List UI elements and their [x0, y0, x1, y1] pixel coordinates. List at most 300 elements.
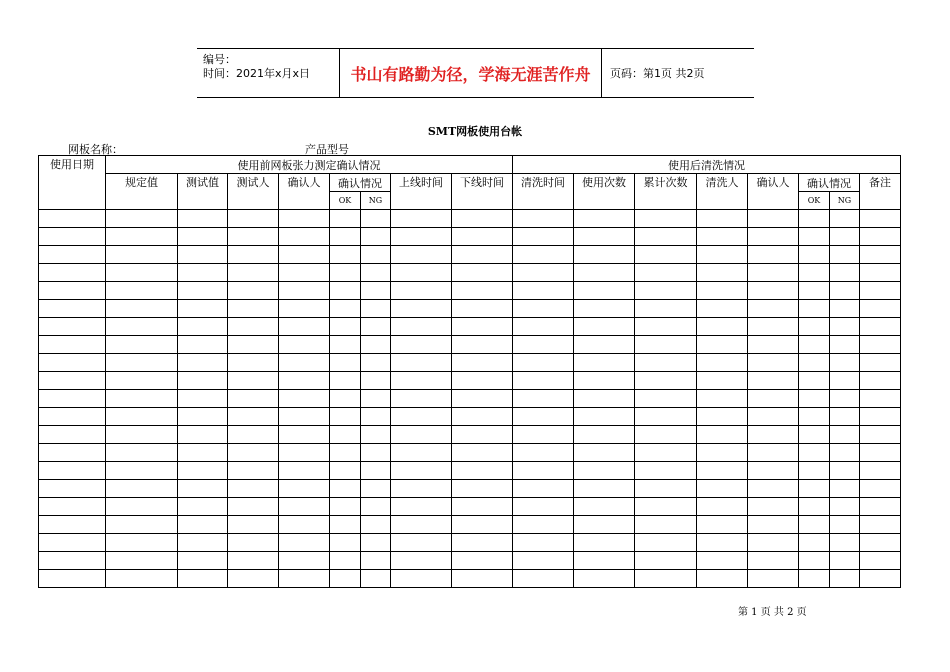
table-cell[interactable]	[452, 552, 513, 570]
table-cell[interactable]	[860, 300, 901, 318]
table-cell[interactable]	[513, 444, 574, 462]
table-cell[interactable]	[452, 408, 513, 426]
table-cell[interactable]	[635, 264, 697, 282]
table-cell[interactable]	[106, 210, 178, 228]
table-cell[interactable]	[799, 480, 830, 498]
table-cell[interactable]	[279, 300, 330, 318]
table-cell[interactable]	[106, 372, 178, 390]
table-cell[interactable]	[830, 570, 860, 588]
table-cell[interactable]	[513, 570, 574, 588]
table-cell[interactable]	[228, 498, 279, 516]
table-cell[interactable]	[799, 570, 830, 588]
table-cell[interactable]	[697, 372, 748, 390]
table-cell[interactable]	[279, 426, 330, 444]
table-cell[interactable]	[697, 462, 748, 480]
table-cell[interactable]	[697, 318, 748, 336]
table-cell[interactable]	[452, 444, 513, 462]
table-cell[interactable]	[799, 534, 830, 552]
table-cell[interactable]	[635, 570, 697, 588]
table-cell[interactable]	[106, 534, 178, 552]
table-cell[interactable]	[513, 372, 574, 390]
table-cell[interactable]	[106, 228, 178, 246]
table-cell[interactable]	[860, 354, 901, 372]
table-cell[interactable]	[391, 300, 452, 318]
table-cell[interactable]	[330, 246, 361, 264]
table-cell[interactable]	[574, 516, 635, 534]
table-cell[interactable]	[106, 408, 178, 426]
table-cell[interactable]	[361, 516, 391, 534]
table-cell[interactable]	[330, 336, 361, 354]
table-cell[interactable]	[697, 552, 748, 570]
table-cell[interactable]	[330, 228, 361, 246]
table-cell[interactable]	[574, 282, 635, 300]
table-cell[interactable]	[106, 480, 178, 498]
table-cell[interactable]	[330, 390, 361, 408]
table-cell[interactable]	[799, 516, 830, 534]
table-cell[interactable]	[39, 354, 106, 372]
table-cell[interactable]	[452, 282, 513, 300]
table-cell[interactable]	[452, 300, 513, 318]
table-cell[interactable]	[228, 354, 279, 372]
table-cell[interactable]	[830, 390, 860, 408]
table-cell[interactable]	[635, 318, 697, 336]
table-cell[interactable]	[748, 426, 799, 444]
table-cell[interactable]	[830, 534, 860, 552]
table-cell[interactable]	[697, 264, 748, 282]
table-cell[interactable]	[361, 534, 391, 552]
table-cell[interactable]	[748, 282, 799, 300]
table-cell[interactable]	[697, 444, 748, 462]
table-cell[interactable]	[330, 552, 361, 570]
table-cell[interactable]	[361, 498, 391, 516]
table-cell[interactable]	[330, 570, 361, 588]
table-cell[interactable]	[748, 228, 799, 246]
table-cell[interactable]	[574, 300, 635, 318]
table-cell[interactable]	[513, 228, 574, 246]
table-cell[interactable]	[39, 570, 106, 588]
table-cell[interactable]	[635, 372, 697, 390]
table-cell[interactable]	[574, 390, 635, 408]
table-cell[interactable]	[697, 300, 748, 318]
table-cell[interactable]	[452, 246, 513, 264]
table-cell[interactable]	[330, 354, 361, 372]
table-cell[interactable]	[279, 318, 330, 336]
table-cell[interactable]	[748, 480, 799, 498]
table-cell[interactable]	[391, 372, 452, 390]
table-cell[interactable]	[106, 300, 178, 318]
table-cell[interactable]	[279, 228, 330, 246]
table-cell[interactable]	[39, 318, 106, 336]
table-cell[interactable]	[391, 228, 452, 246]
table-cell[interactable]	[39, 372, 106, 390]
table-cell[interactable]	[799, 408, 830, 426]
table-cell[interactable]	[279, 210, 330, 228]
table-cell[interactable]	[799, 552, 830, 570]
table-cell[interactable]	[799, 318, 830, 336]
table-cell[interactable]	[635, 246, 697, 264]
table-cell[interactable]	[697, 516, 748, 534]
table-cell[interactable]	[635, 210, 697, 228]
table-cell[interactable]	[178, 516, 228, 534]
table-cell[interactable]	[860, 390, 901, 408]
table-cell[interactable]	[279, 246, 330, 264]
table-cell[interactable]	[748, 444, 799, 462]
table-cell[interactable]	[391, 480, 452, 498]
table-cell[interactable]	[635, 516, 697, 534]
table-cell[interactable]	[391, 246, 452, 264]
table-cell[interactable]	[830, 498, 860, 516]
table-cell[interactable]	[106, 390, 178, 408]
table-cell[interactable]	[830, 372, 860, 390]
table-cell[interactable]	[748, 462, 799, 480]
table-cell[interactable]	[830, 210, 860, 228]
table-cell[interactable]	[635, 282, 697, 300]
table-cell[interactable]	[228, 300, 279, 318]
table-cell[interactable]	[106, 282, 178, 300]
table-cell[interactable]	[391, 390, 452, 408]
table-cell[interactable]	[697, 210, 748, 228]
table-cell[interactable]	[860, 534, 901, 552]
table-cell[interactable]	[513, 408, 574, 426]
table-cell[interactable]	[361, 444, 391, 462]
table-cell[interactable]	[452, 354, 513, 372]
table-cell[interactable]	[635, 498, 697, 516]
table-cell[interactable]	[799, 282, 830, 300]
table-cell[interactable]	[361, 228, 391, 246]
table-cell[interactable]	[830, 300, 860, 318]
table-cell[interactable]	[330, 462, 361, 480]
table-cell[interactable]	[279, 444, 330, 462]
table-cell[interactable]	[178, 336, 228, 354]
table-cell[interactable]	[106, 354, 178, 372]
table-cell[interactable]	[513, 516, 574, 534]
table-cell[interactable]	[279, 534, 330, 552]
table-cell[interactable]	[799, 354, 830, 372]
table-cell[interactable]	[452, 372, 513, 390]
table-cell[interactable]	[361, 354, 391, 372]
table-cell[interactable]	[279, 408, 330, 426]
table-cell[interactable]	[228, 318, 279, 336]
table-cell[interactable]	[799, 372, 830, 390]
table-cell[interactable]	[330, 408, 361, 426]
table-cell[interactable]	[39, 300, 106, 318]
table-cell[interactable]	[228, 336, 279, 354]
table-cell[interactable]	[513, 318, 574, 336]
table-cell[interactable]	[361, 480, 391, 498]
table-cell[interactable]	[391, 408, 452, 426]
table-cell[interactable]	[178, 480, 228, 498]
table-cell[interactable]	[106, 336, 178, 354]
table-cell[interactable]	[279, 462, 330, 480]
table-cell[interactable]	[178, 444, 228, 462]
table-cell[interactable]	[697, 246, 748, 264]
table-cell[interactable]	[178, 210, 228, 228]
table-cell[interactable]	[697, 354, 748, 372]
table-cell[interactable]	[860, 516, 901, 534]
table-cell[interactable]	[228, 516, 279, 534]
table-cell[interactable]	[799, 390, 830, 408]
table-cell[interactable]	[361, 210, 391, 228]
table-cell[interactable]	[39, 534, 106, 552]
table-cell[interactable]	[39, 210, 106, 228]
table-cell[interactable]	[39, 408, 106, 426]
table-cell[interactable]	[228, 390, 279, 408]
table-cell[interactable]	[860, 228, 901, 246]
table-cell[interactable]	[513, 264, 574, 282]
table-cell[interactable]	[361, 372, 391, 390]
table-cell[interactable]	[330, 372, 361, 390]
table-cell[interactable]	[452, 516, 513, 534]
table-cell[interactable]	[452, 390, 513, 408]
table-cell[interactable]	[513, 300, 574, 318]
table-cell[interactable]	[228, 552, 279, 570]
table-cell[interactable]	[635, 390, 697, 408]
table-cell[interactable]	[574, 462, 635, 480]
table-cell[interactable]	[452, 336, 513, 354]
table-cell[interactable]	[228, 480, 279, 498]
table-cell[interactable]	[391, 264, 452, 282]
table-cell[interactable]	[279, 570, 330, 588]
table-cell[interactable]	[635, 336, 697, 354]
table-cell[interactable]	[697, 390, 748, 408]
table-cell[interactable]	[574, 498, 635, 516]
table-cell[interactable]	[330, 210, 361, 228]
table-cell[interactable]	[391, 426, 452, 444]
table-cell[interactable]	[635, 408, 697, 426]
table-cell[interactable]	[39, 390, 106, 408]
table-cell[interactable]	[361, 300, 391, 318]
table-cell[interactable]	[513, 246, 574, 264]
table-cell[interactable]	[697, 480, 748, 498]
table-cell[interactable]	[574, 264, 635, 282]
table-cell[interactable]	[748, 498, 799, 516]
table-cell[interactable]	[391, 336, 452, 354]
table-cell[interactable]	[39, 552, 106, 570]
table-cell[interactable]	[39, 498, 106, 516]
table-cell[interactable]	[513, 336, 574, 354]
table-cell[interactable]	[330, 498, 361, 516]
table-cell[interactable]	[860, 426, 901, 444]
table-cell[interactable]	[748, 300, 799, 318]
table-cell[interactable]	[830, 336, 860, 354]
table-cell[interactable]	[279, 516, 330, 534]
table-cell[interactable]	[860, 570, 901, 588]
table-cell[interactable]	[574, 534, 635, 552]
table-cell[interactable]	[361, 318, 391, 336]
table-cell[interactable]	[799, 228, 830, 246]
table-cell[interactable]	[830, 228, 860, 246]
table-cell[interactable]	[228, 534, 279, 552]
table-cell[interactable]	[279, 498, 330, 516]
table-cell[interactable]	[361, 336, 391, 354]
table-cell[interactable]	[635, 534, 697, 552]
table-cell[interactable]	[830, 462, 860, 480]
table-cell[interactable]	[748, 570, 799, 588]
table-cell[interactable]	[748, 408, 799, 426]
table-cell[interactable]	[748, 372, 799, 390]
table-cell[interactable]	[330, 480, 361, 498]
table-cell[interactable]	[513, 210, 574, 228]
table-cell[interactable]	[228, 408, 279, 426]
table-cell[interactable]	[799, 336, 830, 354]
table-cell[interactable]	[860, 246, 901, 264]
table-cell[interactable]	[178, 282, 228, 300]
table-cell[interactable]	[178, 426, 228, 444]
table-cell[interactable]	[452, 228, 513, 246]
table-cell[interactable]	[330, 426, 361, 444]
table-cell[interactable]	[574, 444, 635, 462]
table-cell[interactable]	[178, 552, 228, 570]
table-cell[interactable]	[106, 426, 178, 444]
table-cell[interactable]	[178, 408, 228, 426]
table-cell[interactable]	[106, 462, 178, 480]
table-cell[interactable]	[330, 264, 361, 282]
table-cell[interactable]	[178, 390, 228, 408]
table-cell[interactable]	[106, 444, 178, 462]
table-cell[interactable]	[830, 480, 860, 498]
table-cell[interactable]	[39, 444, 106, 462]
table-cell[interactable]	[361, 264, 391, 282]
table-cell[interactable]	[361, 426, 391, 444]
table-cell[interactable]	[748, 354, 799, 372]
table-cell[interactable]	[330, 300, 361, 318]
table-cell[interactable]	[574, 354, 635, 372]
table-cell[interactable]	[106, 264, 178, 282]
table-cell[interactable]	[452, 480, 513, 498]
table-cell[interactable]	[330, 516, 361, 534]
table-cell[interactable]	[39, 480, 106, 498]
table-cell[interactable]	[830, 354, 860, 372]
table-cell[interactable]	[452, 318, 513, 336]
table-cell[interactable]	[178, 228, 228, 246]
table-cell[interactable]	[106, 318, 178, 336]
table-cell[interactable]	[635, 300, 697, 318]
table-cell[interactable]	[178, 498, 228, 516]
table-cell[interactable]	[228, 444, 279, 462]
table-cell[interactable]	[574, 336, 635, 354]
table-cell[interactable]	[228, 246, 279, 264]
table-cell[interactable]	[391, 282, 452, 300]
table-cell[interactable]	[39, 516, 106, 534]
table-cell[interactable]	[279, 552, 330, 570]
table-cell[interactable]	[279, 336, 330, 354]
table-cell[interactable]	[391, 570, 452, 588]
table-cell[interactable]	[391, 552, 452, 570]
table-cell[interactable]	[391, 498, 452, 516]
table-cell[interactable]	[830, 552, 860, 570]
table-cell[interactable]	[228, 570, 279, 588]
table-cell[interactable]	[391, 354, 452, 372]
table-cell[interactable]	[635, 354, 697, 372]
table-cell[interactable]	[860, 480, 901, 498]
table-cell[interactable]	[39, 462, 106, 480]
table-cell[interactable]	[860, 408, 901, 426]
table-cell[interactable]	[513, 552, 574, 570]
table-cell[interactable]	[748, 318, 799, 336]
table-cell[interactable]	[391, 444, 452, 462]
table-cell[interactable]	[574, 480, 635, 498]
table-cell[interactable]	[830, 282, 860, 300]
table-cell[interactable]	[330, 534, 361, 552]
table-cell[interactable]	[799, 246, 830, 264]
table-cell[interactable]	[513, 282, 574, 300]
table-cell[interactable]	[860, 552, 901, 570]
table-cell[interactable]	[106, 552, 178, 570]
table-cell[interactable]	[748, 246, 799, 264]
table-cell[interactable]	[635, 228, 697, 246]
table-cell[interactable]	[178, 318, 228, 336]
table-cell[interactable]	[391, 534, 452, 552]
table-cell[interactable]	[178, 534, 228, 552]
table-cell[interactable]	[860, 498, 901, 516]
table-cell[interactable]	[830, 408, 860, 426]
table-cell[interactable]	[748, 210, 799, 228]
table-cell[interactable]	[178, 570, 228, 588]
table-cell[interactable]	[799, 444, 830, 462]
table-cell[interactable]	[635, 462, 697, 480]
table-cell[interactable]	[452, 264, 513, 282]
table-cell[interactable]	[830, 264, 860, 282]
table-cell[interactable]	[513, 534, 574, 552]
table-cell[interactable]	[635, 552, 697, 570]
table-cell[interactable]	[279, 480, 330, 498]
table-cell[interactable]	[799, 300, 830, 318]
table-cell[interactable]	[452, 210, 513, 228]
table-cell[interactable]	[574, 372, 635, 390]
table-cell[interactable]	[860, 336, 901, 354]
table-cell[interactable]	[391, 516, 452, 534]
table-cell[interactable]	[697, 408, 748, 426]
table-cell[interactable]	[39, 426, 106, 444]
table-cell[interactable]	[860, 462, 901, 480]
table-cell[interactable]	[513, 462, 574, 480]
table-cell[interactable]	[830, 246, 860, 264]
table-cell[interactable]	[178, 300, 228, 318]
table-cell[interactable]	[228, 282, 279, 300]
table-cell[interactable]	[361, 570, 391, 588]
table-cell[interactable]	[830, 516, 860, 534]
table-cell[interactable]	[697, 570, 748, 588]
table-cell[interactable]	[513, 390, 574, 408]
table-cell[interactable]	[228, 426, 279, 444]
table-cell[interactable]	[860, 444, 901, 462]
table-cell[interactable]	[799, 264, 830, 282]
table-cell[interactable]	[574, 210, 635, 228]
table-cell[interactable]	[361, 408, 391, 426]
table-cell[interactable]	[39, 246, 106, 264]
table-cell[interactable]	[391, 462, 452, 480]
table-cell[interactable]	[178, 354, 228, 372]
table-cell[interactable]	[330, 318, 361, 336]
table-cell[interactable]	[697, 498, 748, 516]
table-cell[interactable]	[361, 390, 391, 408]
table-cell[interactable]	[178, 246, 228, 264]
table-cell[interactable]	[574, 552, 635, 570]
table-cell[interactable]	[513, 354, 574, 372]
table-cell[interactable]	[106, 570, 178, 588]
table-cell[interactable]	[574, 228, 635, 246]
table-cell[interactable]	[39, 282, 106, 300]
table-cell[interactable]	[452, 498, 513, 516]
table-cell[interactable]	[748, 390, 799, 408]
table-cell[interactable]	[513, 426, 574, 444]
table-cell[interactable]	[279, 282, 330, 300]
table-cell[interactable]	[830, 318, 860, 336]
table-cell[interactable]	[697, 336, 748, 354]
table-cell[interactable]	[452, 462, 513, 480]
table-cell[interactable]	[748, 552, 799, 570]
table-cell[interactable]	[452, 534, 513, 552]
